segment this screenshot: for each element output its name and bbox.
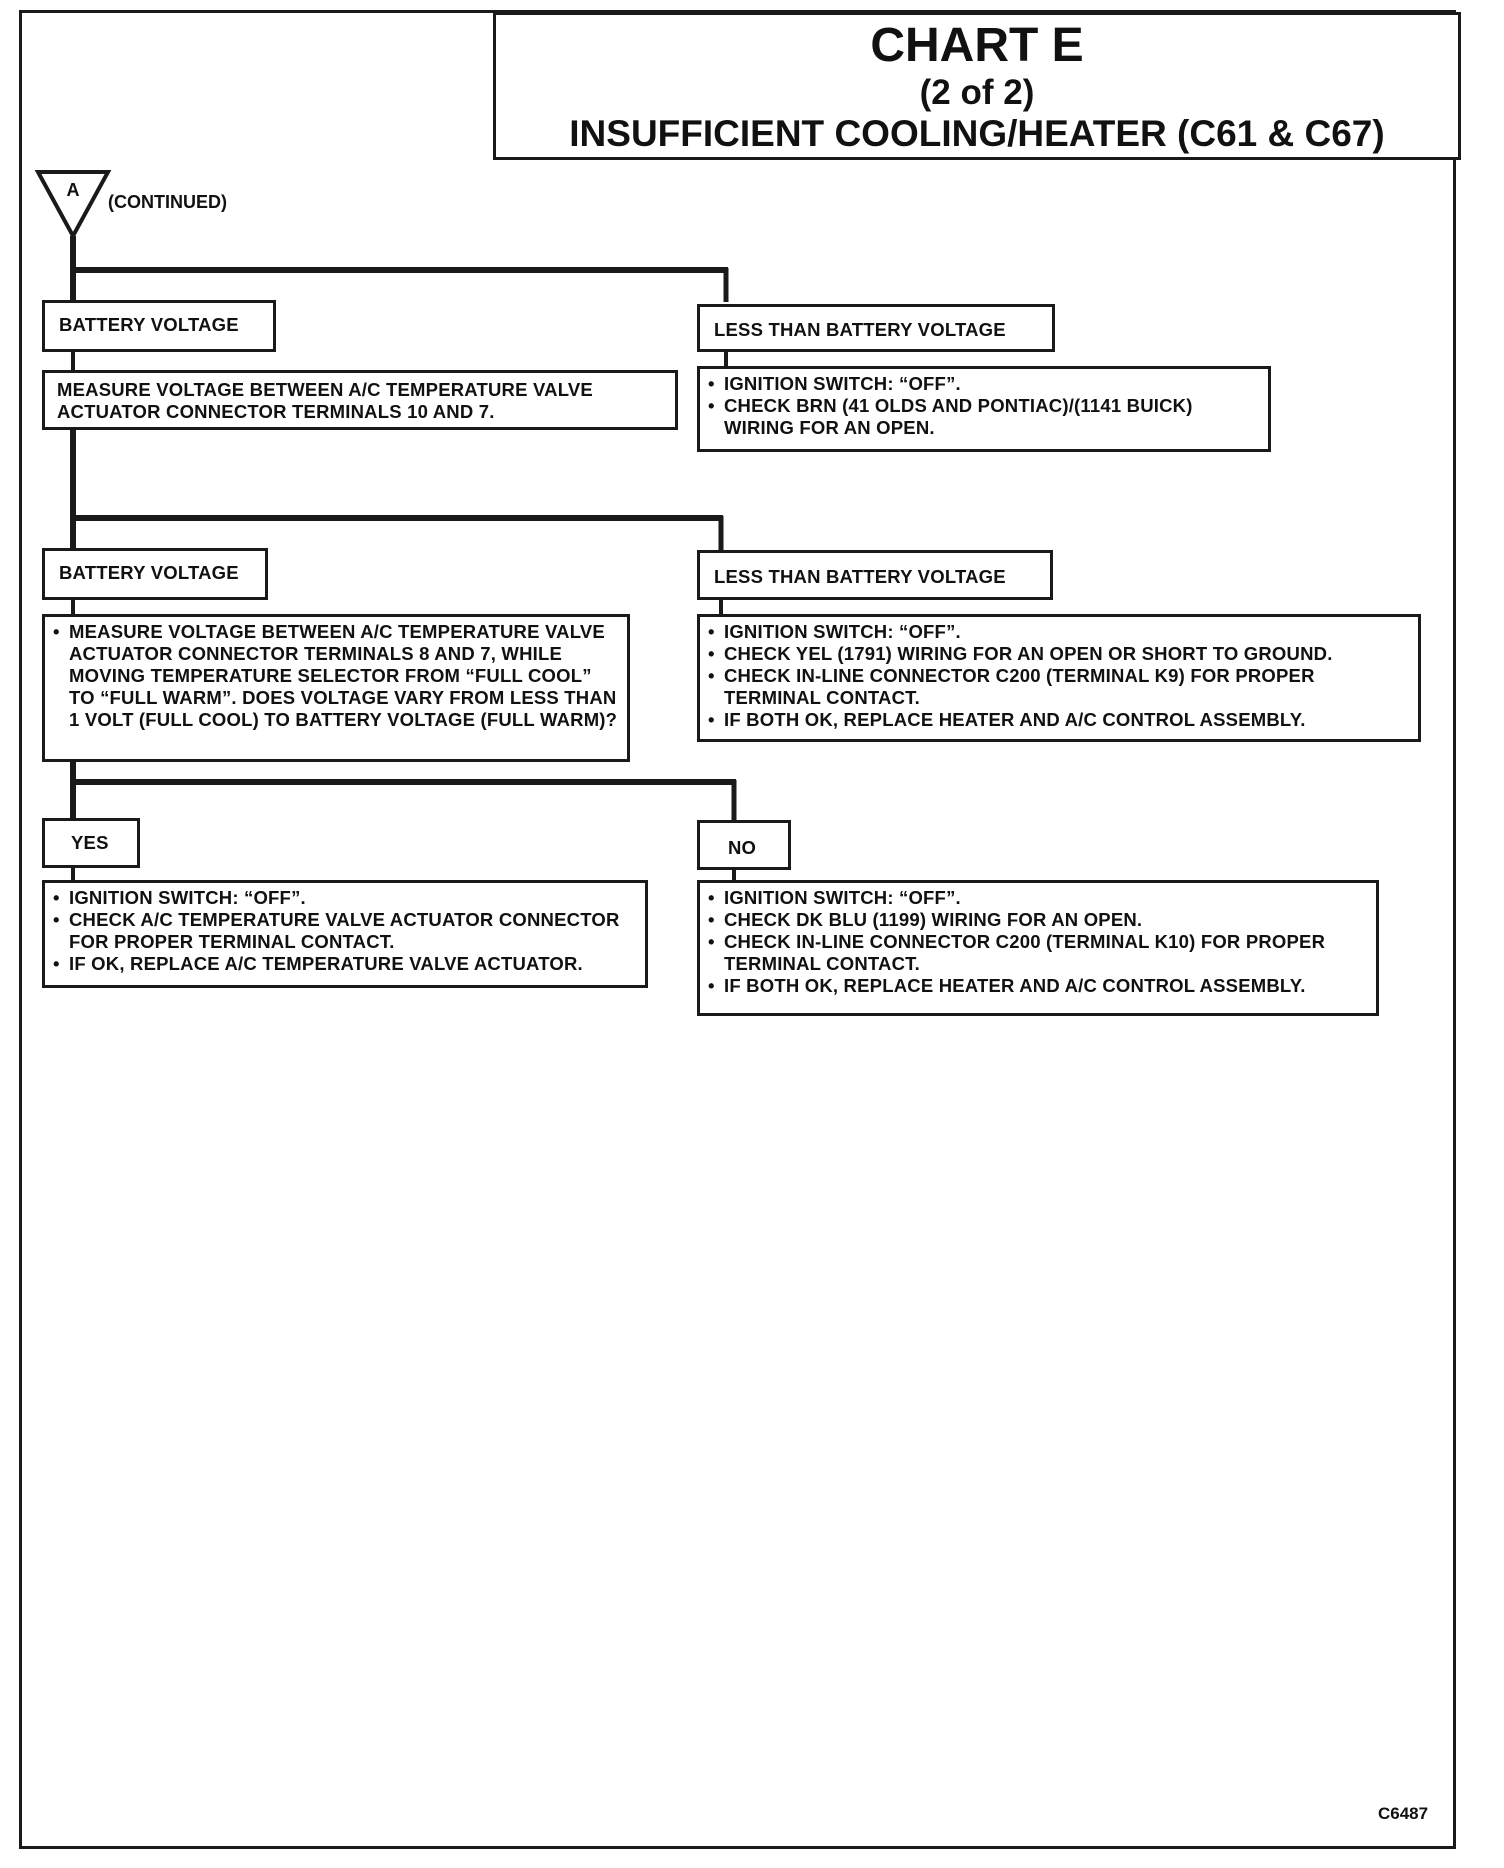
yes-result-box bbox=[42, 818, 140, 868]
list-item: • IF OK, REPLACE A/C TEMPERATURE VALVE ACTUATOR. bbox=[51, 953, 639, 975]
chart-subtitle: INSUFFICIENT COOLING/HEATER (C61 & C67) bbox=[569, 113, 1385, 154]
step2-result-box bbox=[42, 548, 268, 600]
list-item: • CHECK YEL (1791) WIRING FOR AN OPEN OR SHORT TO GROUND. bbox=[706, 643, 1412, 665]
no-label: NO bbox=[728, 837, 757, 858]
step1-alt-action-box bbox=[697, 366, 1271, 452]
list-item: • IGNITION SWITCH: “OFF”. bbox=[51, 887, 639, 909]
chart-page-indicator: (2 of 2) bbox=[919, 73, 1035, 112]
step2-action-box bbox=[42, 614, 630, 762]
no-result-box bbox=[697, 820, 791, 870]
yes-label: YES bbox=[71, 832, 109, 853]
list-item: • IF BOTH OK, REPLACE HEATER AND A/C CONTROL ASSEMBLY. bbox=[706, 709, 1412, 731]
step1-alt-action-list bbox=[700, 369, 1268, 443]
chart-title: CHART E bbox=[870, 19, 1084, 72]
step1-alt-result-label: LESS THAN BATTERY VOLTAGE bbox=[714, 319, 1006, 340]
yes-action-box bbox=[42, 880, 648, 988]
step1-alt-result-box bbox=[697, 304, 1055, 352]
list-item: • CHECK A/C TEMPERATURE VALVE ACTUATOR CONNECTOR FOR PROPER TERMINAL CONTACT. bbox=[51, 909, 639, 953]
list-item: • CHECK IN-LINE CONNECTOR C200 (TERMINAL K10) FOR PROPER TERMINAL CONTACT. bbox=[706, 931, 1370, 975]
step2-result-label: BATTERY VOLTAGE bbox=[59, 562, 239, 583]
list-item: • IF BOTH OK, REPLACE HEATER AND A/C CONTROL ASSEMBLY. bbox=[706, 975, 1370, 997]
list-item: • IGNITION SWITCH: “OFF”. bbox=[706, 621, 1412, 643]
list-item: • IGNITION SWITCH: “OFF”. bbox=[706, 373, 1262, 395]
step1-result-label: BATTERY VOLTAGE bbox=[59, 314, 239, 335]
step2-alt-result-label: LESS THAN BATTERY VOLTAGE bbox=[714, 566, 1006, 587]
list-item: • CHECK DK BLU (1199) WIRING FOR AN OPEN. bbox=[706, 909, 1370, 931]
no-action-list bbox=[700, 883, 1376, 1001]
step1-action-box bbox=[42, 370, 678, 430]
step1-result-box bbox=[42, 300, 276, 352]
step2-action-list bbox=[45, 617, 627, 735]
list-item: • IGNITION SWITCH: “OFF”. bbox=[706, 887, 1370, 909]
step2-alt-action-box bbox=[697, 614, 1421, 742]
list-item: • CHECK BRN (41 OLDS AND PONTIAC)/(1141 BUICK) WIRING FOR AN OPEN. bbox=[706, 395, 1262, 439]
step1-action-text: MEASURE VOLTAGE BETWEEN A/C TEMPERATURE VALVE ACTUATOR CONNECTOR TERMINALS 10 AND 7. bbox=[57, 379, 593, 422]
step2-alt-result-box bbox=[697, 550, 1053, 600]
list-item: • MEASURE VOLTAGE BETWEEN A/C TEMPERATURE VALVE ACTUATOR CONNECTOR TERMINALS 8 AND 7, WHILE MOVING TEMPERATURE SELECTOR FROM “FULL COOL” TO “FULL WARM”. DOES VOLTAGE VARY FROM LESS THAN 1 VOLT (FULL COOL) TO BATTERY VOLTAGE (FULL WARM)? bbox=[51, 621, 621, 731]
list-item: • CHECK IN-LINE CONNECTOR C200 (TERMINAL K9) FOR PROPER TERMINAL CONTACT. bbox=[706, 665, 1412, 709]
step2-alt-action-list bbox=[700, 617, 1418, 735]
yes-action-list bbox=[45, 883, 645, 979]
continued-label: (CONTINUED) bbox=[108, 192, 227, 212]
connector-letter: A bbox=[66, 180, 80, 200]
no-action-box bbox=[697, 880, 1379, 1016]
figure-code: C6487 bbox=[1378, 1804, 1429, 1823]
